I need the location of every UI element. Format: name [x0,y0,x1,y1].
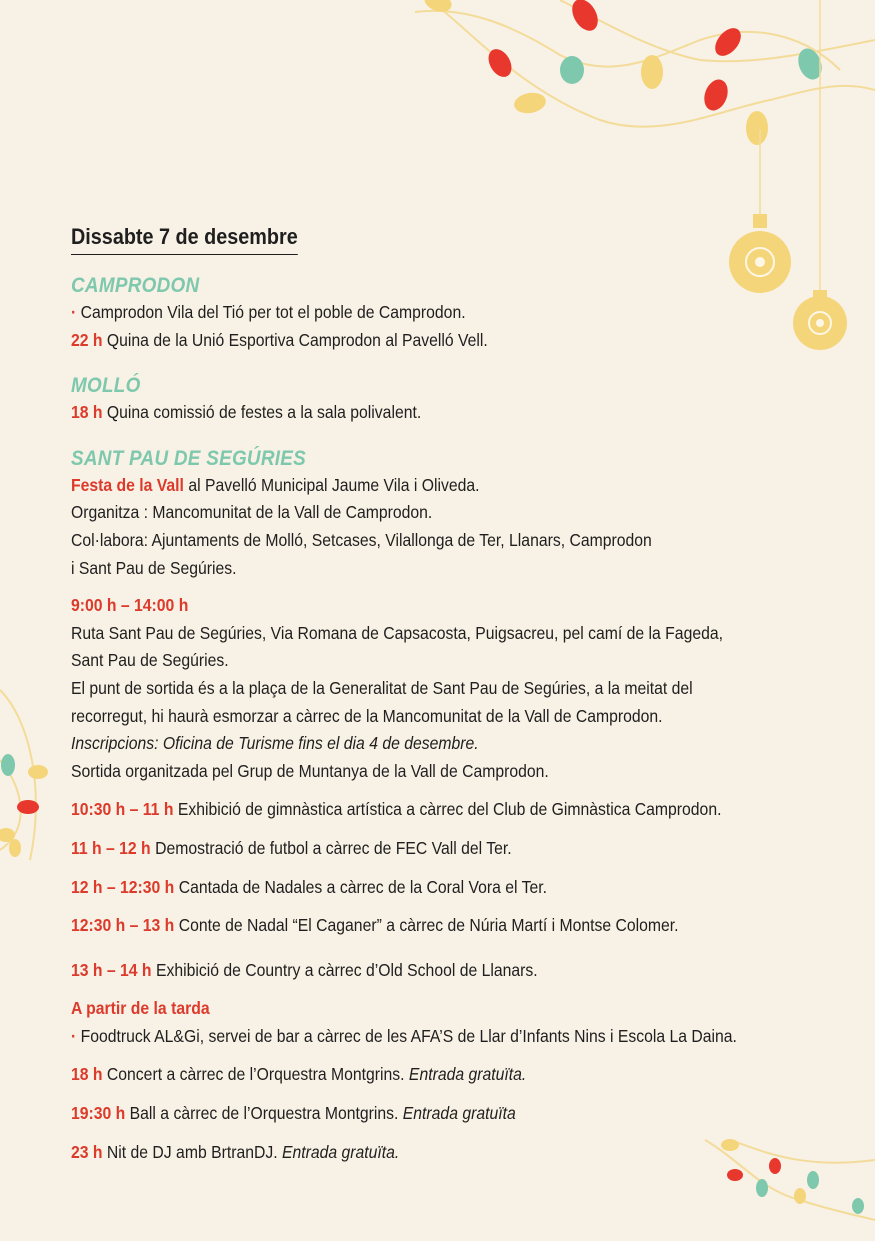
event-time: 18 h [71,402,103,423]
route-line: Sortida organitzada pel Grup de Muntanya de la Vall de Camprodon. [71,760,549,781]
route-inscriptions: Inscripcions: Oficina de Turisme fins el dia 4 de desembre. [71,733,479,754]
event-text: Quina comissió de festes a la sala polivalent. [106,402,422,423]
collaborator-line: i Sant Pau de Segúries. [71,557,237,578]
event-text: Camprodon Vila del Tió per tot el poble de Camprodon. [80,302,466,322]
date-heading: Dissabte 7 de desembre [71,222,298,255]
event-time: 22 h [71,329,103,350]
event-line [71,835,755,863]
route-line: recorregut, hi haurà esmorzar a càrrec de la Mancomunitat de la Vall de Camprodon. [71,705,663,726]
event-time: 11 h – 12 h [71,837,151,858]
event-line [71,1061,755,1089]
event-line [71,874,755,902]
event-line [71,1139,755,1167]
event-time: 13 h – 14 h [71,959,152,980]
event-line [71,1100,755,1128]
event-line [71,796,755,824]
town-title-camprodon: CAMPRODON [71,274,200,297]
event-time: 12 h – 12:30 h [71,876,175,897]
route-line: Ruta Sant Pau de Segúries, Via Romana de Capsacosta, Puigsacreu, pel camí de la Fageda, [71,622,723,643]
afternoon-heading: A partir de la tarda [71,998,210,1019]
bullet-icon: · [71,1025,77,1046]
event-text: Exhibició de Country a càrrec d’Old School de Llanars. [155,959,538,980]
route-line: Sant Pau de Segúries. [71,650,229,671]
organizer-line: Organitza : Mancomunitat de la Vall de Camprodon. [71,502,433,523]
event-text: Exhibició de gimnàstica artística a càrrec del Club de Gimnàstica Camprodon. [177,799,722,820]
event-text: Cantada de Nadales a càrrec de la Coral Vora el Ter. [178,876,548,897]
event-title: Festa de la Vall [71,474,184,495]
route-line: El punt de sortida és a la plaça de la Generalitat de Sant Pau de Segúries, a la meitat del [71,677,693,698]
event-line [71,912,755,940]
program-content [71,222,755,1166]
event-line [71,327,755,355]
event-note: Entrada gratuïta. [281,1141,400,1162]
bulb-icon [422,0,826,145]
event-text: Quina de la Unió Esportiva Camprodon al Pavelló Vell. [106,329,488,350]
event-text: al Pavelló Municipal Jaume Vila i Oliveda. [188,474,480,495]
event-text: Concert a càrrec de l’Orquestra Montgrins. [106,1064,405,1085]
event-time: 18 h [71,1064,103,1085]
event-note: Entrada gratuïta. [408,1064,527,1085]
event-text: Ball a càrrec de l’Orquestra Montgrins. [129,1103,399,1124]
event-text: Conte de Nadal “El Caganer” a càrrec de Núria Martí i Montse Colomer. [178,915,679,936]
bulb-icon [0,754,48,857]
ornament-icon [793,290,847,350]
town-title-mollo: MOLLÓ [71,374,141,398]
event-line [71,299,755,327]
event-time: 9:00 h – 14:00 h [71,595,189,616]
event-line [71,399,755,427]
event-time: 10:30 h – 11 h [71,799,174,820]
town-title-sant-pau: SANT PAU DE SEGÚRIES [71,446,307,470]
event-line [71,472,755,500]
event-text: Demostració de futbol a càrrec de FEC Vall del Ter. [155,837,512,858]
event-note: Entrada gratuïta [402,1103,516,1124]
collaborator-line: Col·labora: Ajuntaments de Molló, Setcases, Vilallonga de Ter, Llanars, Camprodon [71,529,652,550]
bullet-icon: · [71,302,77,322]
event-time: 12:30 h – 13 h [71,915,175,936]
event-time: 19:30 h [71,1103,126,1124]
event-line [71,1023,755,1051]
event-text: Foodtruck AL&Gi, servei de bar a càrrec de les AFA’S de Llar d’Infants Nins i Escola La Daina. [80,1025,737,1046]
event-text: Nit de DJ amb BrtranDJ. [106,1141,278,1162]
event-line [71,957,755,985]
event-time: 23 h [71,1141,103,1162]
